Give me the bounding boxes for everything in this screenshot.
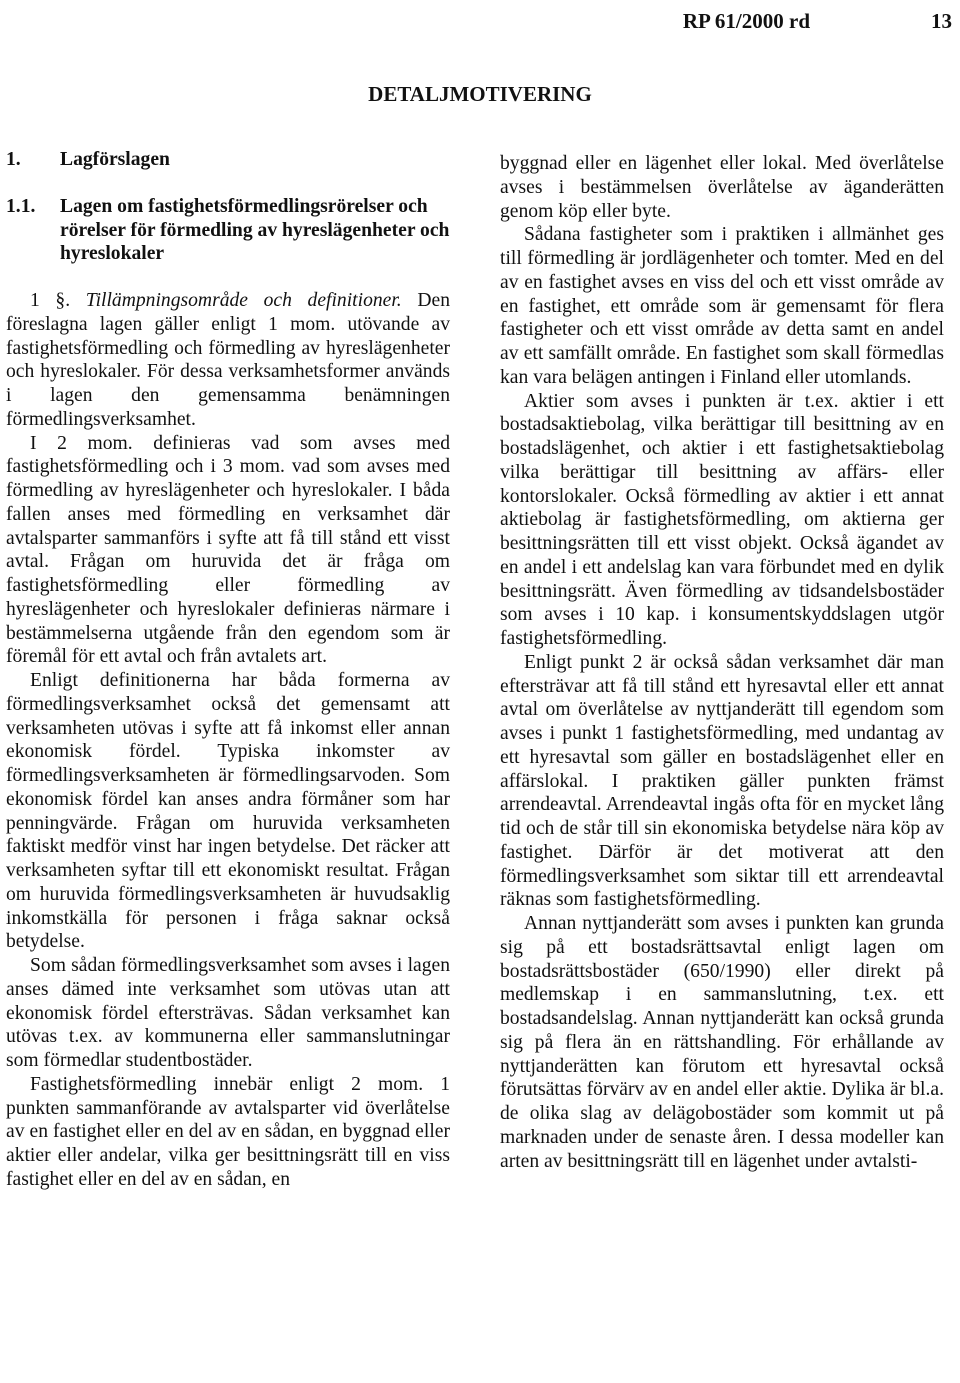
heading-level-2	[6, 195, 450, 266]
paragraph	[6, 289, 450, 432]
section-subtitle: Tillämpningsområde och definitioner.	[85, 290, 402, 311]
running-header	[0, 6, 960, 36]
document-id: RP 61/2000 rd	[682, 9, 810, 33]
paragraph-text: Den föreslagna lagen gäller enligt 1 mom. utövande av fastighetsförmedling och förmedling av hyreslägenheter och hyreslokaler. För dessa verksamhetsformer används i lagen den gemensamma benämningen förmedlingsverksamhet.	[6, 290, 451, 430]
paragraph: Sådana fastigheter som i praktiken i allmänhet ges till förmedling är jordlägenheter och tomter. Med en del av en fastighet avses en viss del och ett visst område av en fastighet, ett område som är gemensamt för flera fastigheter och ett visst område av detta samt en andel av ett samfällt område. En fastighet som skall förmedlas kan vara belägen antingen i Finland eller utomlands.	[500, 224, 944, 388]
section-title: DETALJMOTIVERING	[368, 82, 592, 106]
heading-1-number: 1.	[6, 149, 21, 170]
right-column	[500, 152, 944, 1173]
paragraph: Enligt punkt 2 är också sådan verksamhet där man eftersträvar att få till stånd ett hyresavtal eller ett annat avtal om överlåtelse av nyttjanderätt till egendom som avses i punkt 1 fastighetsförmedling, med undantag av ett hyresavtal som gäller en bostadslägenhet eller en affärslokal. I praktiken gäller punkten främst arrendeavtal. Arrendeavtal ingås ofta för en mycket lång tid och de står till sin ekonomiska betydelse nära köp av fastighet. Därför är det motiverat att den förmedlingsverksamhet som siktar till ett arrendeavtal räknas som fastighetsförmedling.	[500, 651, 944, 911]
heading-level-1	[6, 148, 450, 172]
paragraph: Annan nyttjanderätt som avses i punkten kan grunda sig på ett bostadsrättsavtal enligt lagen om bostadsrättsbostäder (650/1990) eller direkt på medlemskap i en sammanslutning, t.ex. ett bostadsandelslag. Annan nyttjanderätt kan också grunda sig på flera än en rättshandling. För erhållande av nyttjanderätten kan förutom ett hyresavtal också förutsättas förvärv av en andel eller aktie. Dylika är bl.a. de olika slag av delägobostäder som kommit ut på marknaden under de senaste åren. I dessa modeller kan arten av besittningsrätt till en lägenhet under avtalsti-	[500, 913, 944, 1172]
heading-2-number: 1.1.	[6, 195, 36, 217]
section-label: 1 §.	[30, 290, 71, 311]
left-column	[6, 148, 450, 1192]
page-number: 13	[931, 9, 952, 33]
paragraph: Fastighetsförmedling innebär enligt 2 mom. 1 punkten sammanförande av avtalsparter vid överlåtelse av en fastighet eller en del av en sådan, en byggnad eller aktier eller andelar, vilka ger besittningsrätt till en viss fastighet eller en del av en sådan, en	[6, 1073, 450, 1190]
paragraph: I 2 mom. definieras vad som avses med fastighetsförmedling och i 3 mom. vad som avses med förmedling av hyreslägenheter och hyreslokaler. I båda fallen anses med förmedling en verksamhet där avtalsparter sammanförs i syfte att få till stånd ett visst avtal. Frågan om huruvida det är fråga om fastighetsförmedling eller förmedling av hyreslägenheter och hyreslokaler definieras närmare i bestämmelserna utgående från den egendom som är föremål för ett avtal och från avtalets art.	[6, 432, 450, 668]
heading-2-text: Lagen om fastighetsförmedlingsrörelser och rörelser för förmedling av hyreslägenheter och hyreslokaler	[60, 195, 450, 265]
paragraph: Enligt definitionerna har båda formerna av förmedlingsverksamhet också det gemensamt att verksamheten utövas i syfte att få inkomst eller annan ekonomisk fördel. Typiska inkomster av förmedlingsverksamheten är förmedlingsarvoden. Som ekonomisk fördel kan anses andra förmåner som har penningvärde. Frågan om huruvida verksamheten faktiskt medför vinst har ingen betydelse. Det räcker att verksamheten syftar till ett ekonomiskt resultat. Frågan om huruvida förmedlingsverksamheten är huvudsaklig inkomstkälla för personen i fråga saknar också betydelse.	[6, 670, 450, 953]
paragraph: Som sådan förmedlingsverksamhet som avses i lagen anses dämed inte verksamhet som utövas utan att ekonomisk fördel eftersträvas. Sådan verksamhet kan utövas t.ex. av kommunerna eller sammanslutningar som förmedlar studentbostäder.	[6, 955, 450, 1071]
paragraph: byggnad eller en lägenhet eller lokal. Med överlåtelse avses i bestämmelsen överlåtelse av äganderätten genom köp eller byte.	[500, 153, 944, 222]
heading-1-text: Lagförslagen	[60, 149, 170, 170]
paragraph: Aktier som avses i punkten är t.ex. aktier i ett bostadsaktiebolag, vilka berättigar till besittning av en bostadslägenhet, och aktier i ett fastighetsaktiebolag vilka berättigar till besittning av affärs- eller kontorslokaler. Också förmedling av aktier i ett annat aktiebolag är fastighetsförmedling, om aktierna ger besittningsrätten till ett visst objekt. Också ägandet av en andel i ett andelslag kan vara förbundet med en dylik besittningsrätt. Även förmedling av tidsandelsbostäder som avses i 10 kap. i konsumentskyddslagen utgör fastighetsförmedling.	[500, 390, 944, 649]
